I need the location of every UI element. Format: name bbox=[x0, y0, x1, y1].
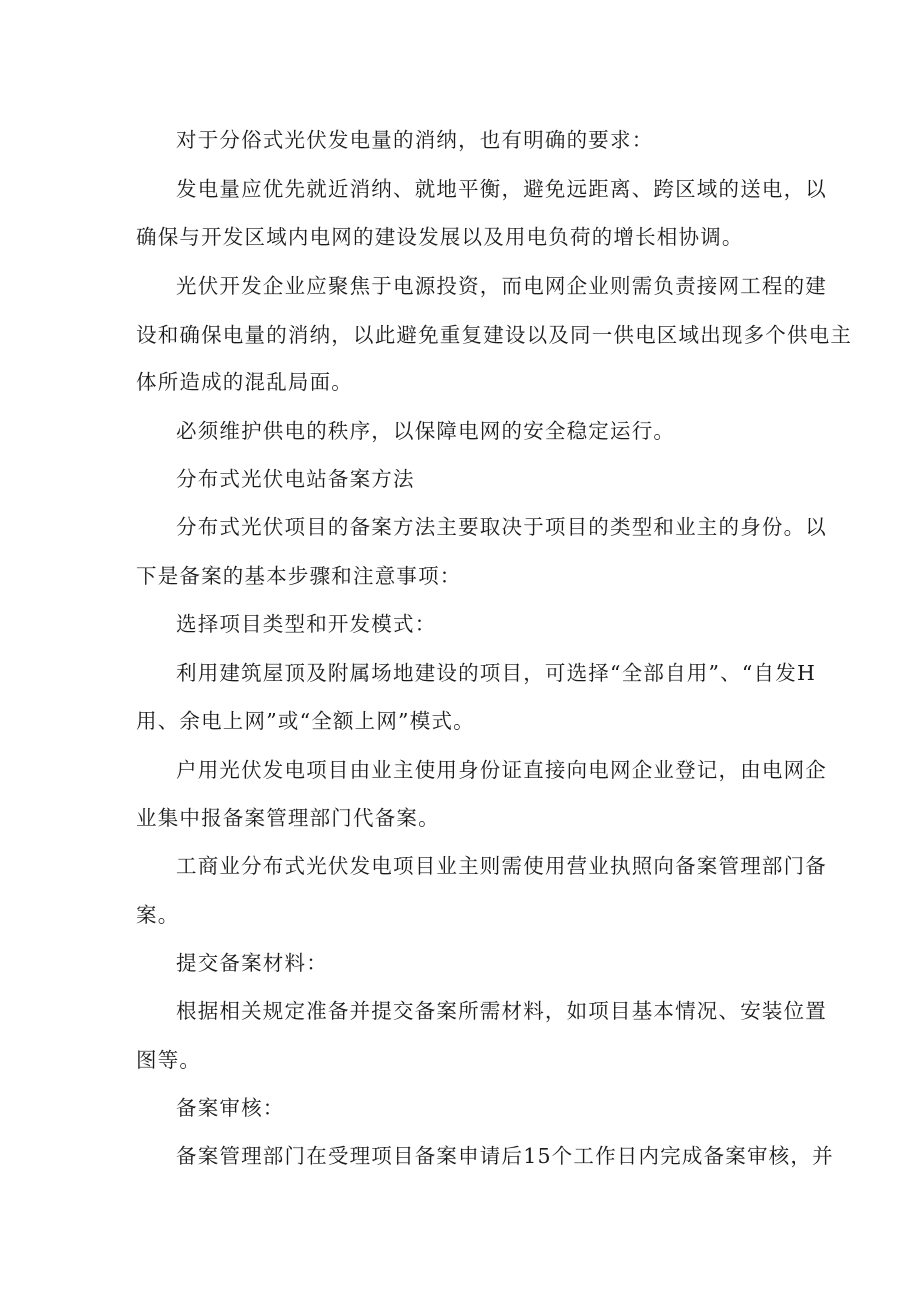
paragraph-2-line-2: 确保与开发区域内电网的建设发展以及用电负荷的增长相协调。 bbox=[136, 225, 744, 249]
paragraph-3-line-2: 设和确保电量的消纳，以此避免重复建设以及同一供电区域出现多个供电主 bbox=[136, 323, 853, 347]
paragraph-8-line-1: 利用建筑屋顶及附属场地建设的项目，可选择“全部自用”、“自发H bbox=[176, 661, 817, 685]
paragraph-6-line-1: 分布式光伏项目的备案方法主要取决于项目的类型和业主的身份。以 bbox=[176, 515, 827, 539]
paragraph-14-line-1: 备案管理部门在受理项目备案申请后15个工作日内完成备案审核，并 bbox=[176, 1144, 834, 1168]
paragraph-10-line-1: 工商业分布式光伏发电项目业主则需使用营业执照向备案管理部门备 bbox=[176, 854, 827, 878]
paragraph-2-line-1: 发电量应优先就近消纳、就地平衡，避免远距离、跨区域的送电，以 bbox=[176, 177, 827, 201]
section-heading: 分布式光伏电站备案方法 bbox=[176, 467, 415, 491]
paragraph-3-line-3: 体所造成的混乱局面。 bbox=[136, 370, 353, 394]
paragraph-1-line-1: 对于分俗式光伏发电量的消纳，也有明确的要求： bbox=[176, 128, 654, 152]
paragraph-8-line-2: 用、余电上网”或“全额上网”模式。 bbox=[136, 709, 475, 733]
paragraph-3-line-1: 光伏开发企业应聚焦于电源投资，而电网企业则需负责接网工程的建 bbox=[176, 274, 827, 298]
step-heading-3: 备案审核： bbox=[176, 1096, 285, 1120]
paragraph-9-line-1: 户用光伏发电项目由业主使用身份证直接向电网企业登记，由电网企 bbox=[176, 758, 827, 782]
paragraph-12-line-2: 图等。 bbox=[136, 1048, 202, 1072]
step-heading-2: 提交备案材料： bbox=[176, 951, 328, 975]
paragraph-9-line-2: 业集中报备案管理部门代备案。 bbox=[136, 806, 440, 830]
paragraph-12-line-1: 根据相关规定准备并提交备案所需材料，如项目基本情况、安装位置 bbox=[176, 999, 827, 1023]
paragraph-10-line-2: 案。 bbox=[136, 903, 180, 927]
paragraph-6-line-2: 下是备案的基本步骤和注意事项： bbox=[136, 564, 462, 588]
paragraph-4-line-1: 必须维护供电的秩序，以保障电网的安全稳定运行。 bbox=[176, 419, 676, 443]
step-heading-1: 选择项目类型和开发模式： bbox=[176, 612, 437, 636]
